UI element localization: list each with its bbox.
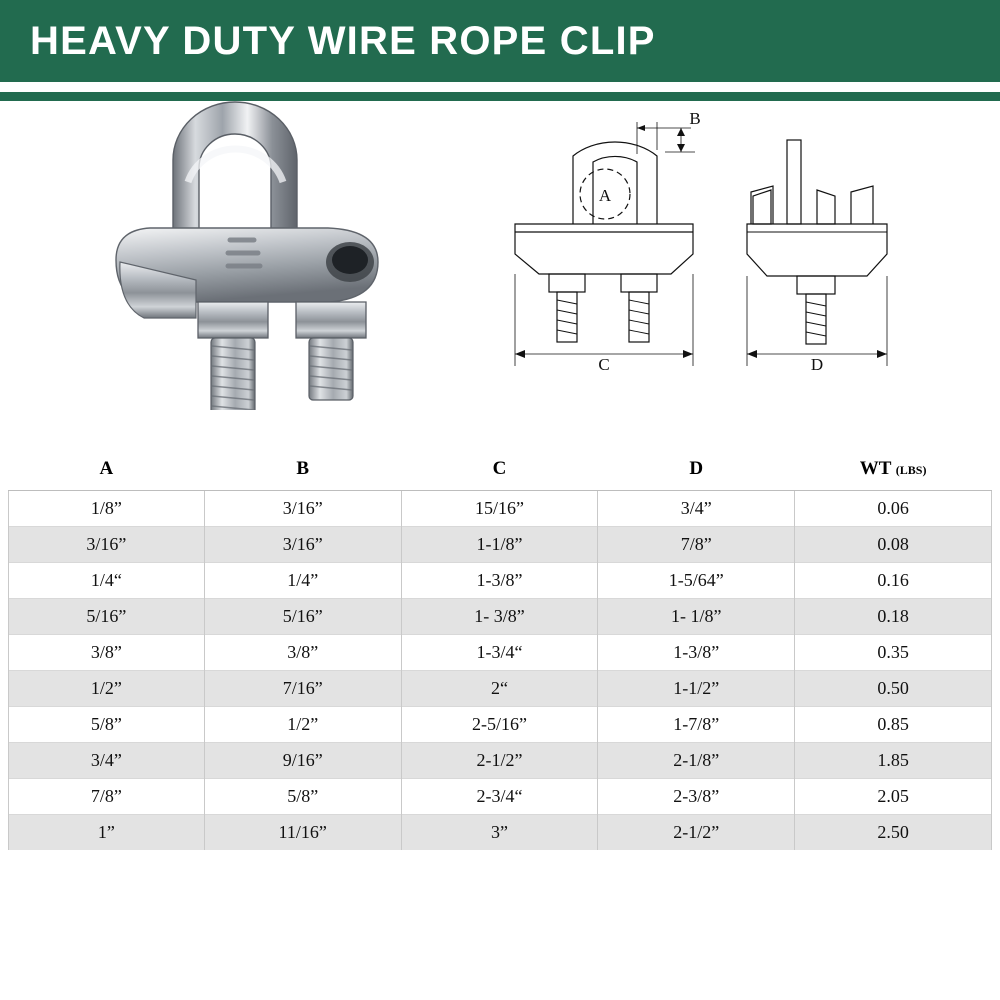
table-cell: 3/4” xyxy=(598,491,795,527)
column-header-c: C xyxy=(401,452,598,491)
saddle-hole-inner xyxy=(332,246,368,274)
label-d: D xyxy=(810,355,824,374)
nut-left xyxy=(198,302,268,338)
table-cell: 3/16” xyxy=(9,527,205,563)
table-cell: 1/4” xyxy=(204,563,401,599)
table-row xyxy=(9,671,992,707)
table-row xyxy=(9,635,992,671)
table-cell: 15/16” xyxy=(401,491,598,527)
table-cell: 1-7/8” xyxy=(598,707,795,743)
table-row xyxy=(9,815,992,851)
column-header-d: D xyxy=(598,452,795,491)
table-cell: 1- 1/8” xyxy=(598,599,795,635)
table-cell: 0.18 xyxy=(795,599,992,635)
table-cell: 2-1/2” xyxy=(598,815,795,851)
table-row xyxy=(9,707,992,743)
table-cell: 3/4” xyxy=(9,743,205,779)
column-header-b: B xyxy=(204,452,401,491)
table-header-row xyxy=(9,452,992,491)
table-cell: 1- 3/8” xyxy=(401,599,598,635)
table-row xyxy=(9,527,992,563)
nut-right xyxy=(296,302,366,338)
table-cell: 1-1/8” xyxy=(401,527,598,563)
table-row xyxy=(9,491,992,527)
wt-unit: (LBS) xyxy=(895,463,927,477)
table-cell: 0.08 xyxy=(795,527,992,563)
table-cell: 9/16” xyxy=(204,743,401,779)
column-header-a: A xyxy=(9,452,205,491)
front-view xyxy=(515,122,695,366)
table-cell: 11/16” xyxy=(204,815,401,851)
table-cell: 2-5/16” xyxy=(401,707,598,743)
table-cell: 7/16” xyxy=(204,671,401,707)
table-cell: 2.05 xyxy=(795,779,992,815)
table-cell: 0.85 xyxy=(795,707,992,743)
page-title: HEAVY DUTY WIRE ROPE CLIP xyxy=(30,18,656,63)
table-cell: 1-5/64” xyxy=(598,563,795,599)
table-body xyxy=(9,491,992,851)
spec-table xyxy=(8,452,992,850)
table-row xyxy=(9,743,992,779)
table-cell: 1/2” xyxy=(9,671,205,707)
table-cell: 3/16” xyxy=(204,527,401,563)
table-cell: 1/8” xyxy=(9,491,205,527)
table-row xyxy=(9,563,992,599)
table-cell: 3/8” xyxy=(204,635,401,671)
spec-table-wrap xyxy=(8,452,992,850)
table-cell: 2-3/8” xyxy=(598,779,795,815)
table-cell: 3/8” xyxy=(9,635,205,671)
table-cell: 1-3/4“ xyxy=(401,635,598,671)
table-cell: 7/8” xyxy=(598,527,795,563)
side-view xyxy=(747,140,887,366)
table-cell: 7/8” xyxy=(9,779,205,815)
table-cell: 1/2” xyxy=(204,707,401,743)
table-row xyxy=(9,599,992,635)
table-cell: 5/8” xyxy=(204,779,401,815)
illustration-area xyxy=(0,82,1000,434)
table-cell: 2“ xyxy=(401,671,598,707)
product-photo xyxy=(78,90,398,410)
label-a: A xyxy=(598,186,612,205)
table-cell: 1-1/2” xyxy=(598,671,795,707)
wt-label: WT xyxy=(859,458,892,479)
table-cell: 2-1/8” xyxy=(598,743,795,779)
table-cell: 1-3/8” xyxy=(598,635,795,671)
table-cell: 2.50 xyxy=(795,815,992,851)
label-b: B xyxy=(689,109,701,128)
label-c: C xyxy=(598,355,610,374)
table-row xyxy=(9,779,992,815)
table-cell: 1” xyxy=(9,815,205,851)
table-cell: 5/16” xyxy=(9,599,205,635)
table-cell: 0.50 xyxy=(795,671,992,707)
table-cell: 2-3/4“ xyxy=(401,779,598,815)
table-cell: 2-1/2” xyxy=(401,743,598,779)
table-cell: 5/16” xyxy=(204,599,401,635)
technical-drawings xyxy=(495,104,955,404)
table-cell: 5/8” xyxy=(9,707,205,743)
header-banner xyxy=(0,0,1000,82)
table-cell: 3/16” xyxy=(204,491,401,527)
table-cell: 0.35 xyxy=(795,635,992,671)
table-cell: 3” xyxy=(401,815,598,851)
table-cell: 0.06 xyxy=(795,491,992,527)
table-cell: 0.16 xyxy=(795,563,992,599)
table-cell: 1/4“ xyxy=(9,563,205,599)
table-cell: 1.85 xyxy=(795,743,992,779)
column-header-wt xyxy=(795,452,992,491)
table-cell: 1-3/8” xyxy=(401,563,598,599)
